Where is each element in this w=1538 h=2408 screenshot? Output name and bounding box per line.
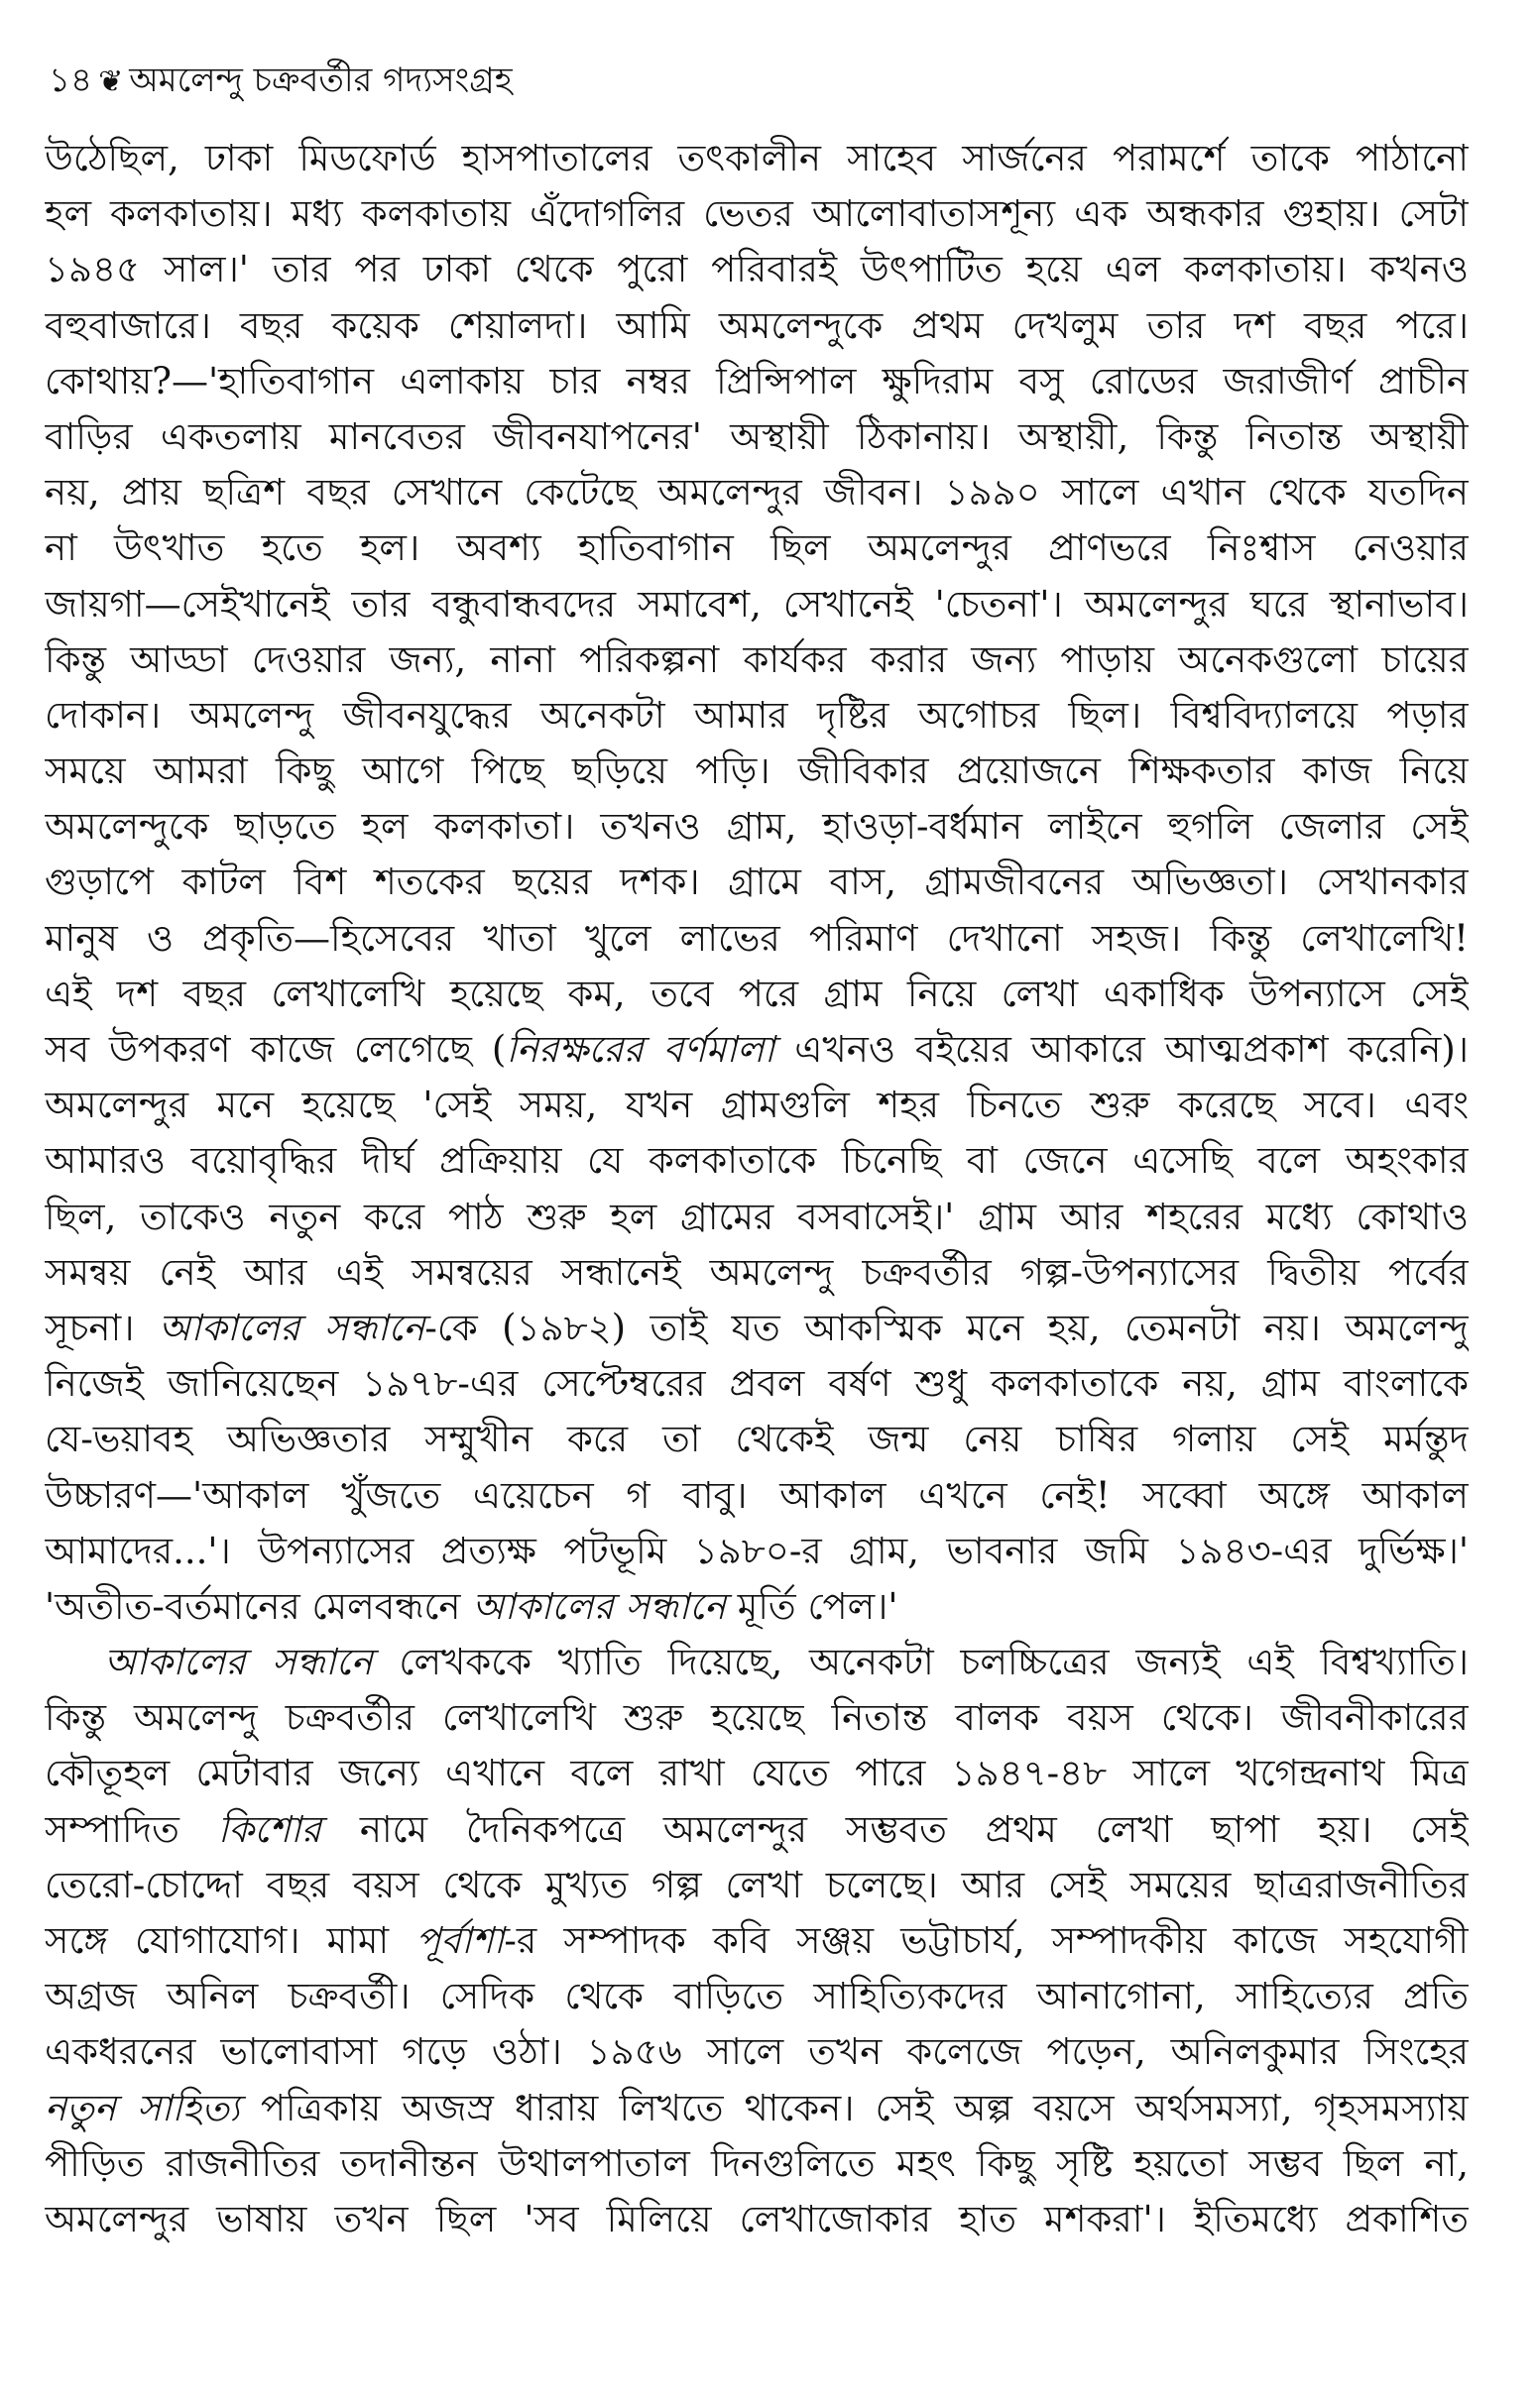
text-segment: উঠেছিল, ঢাকা মিডফোর্ড হাসপাতালের তৎকালীন সাহেব সার্জনের পরামর্শে তাকে পাঠানো	[45, 137, 1469, 179]
text-line	[45, 1690, 1469, 1746]
text-line	[45, 1858, 1469, 1913]
text-line	[45, 465, 1469, 520]
text-segment: সঙ্গে যোগাযোগ। মামা	[45, 1919, 416, 1962]
text-segment: হল কলকাতায়। মধ্য কলকাতায় এঁদোগলির ভেতর আলোবাতাসশূন্য এক অন্ধকার গুহায়। সেটা	[45, 192, 1469, 236]
text-line	[45, 577, 1469, 632]
text-line	[45, 855, 1469, 910]
text-segment: অগ্রজ অনিল চক্রবর্তী। সেদিক থেকে বাড়িতে সাহিত্যিকদের আনাগোনা, সাহিত্যের প্রতি	[45, 1975, 1469, 2018]
text-line	[45, 1190, 1469, 1245]
text-segment: সম্পাদিত	[45, 1807, 218, 1851]
text-line	[45, 2081, 1469, 2136]
text-segment: নিজেই জানিয়েছেন ১৯৭৮-এর সেপ্টেম্বরের প্রবল বর্ষণ শুধু কলকাতাকে নয়, গ্রাম বাংলাকে	[45, 1362, 1469, 1406]
text-line	[45, 1635, 1469, 1690]
text-line	[45, 1746, 1469, 1801]
text-segment: সময়ে আমরা কিছু আগে পিছে ছড়িয়ে পড়ি। জীবিকার প্রয়োজনে শিক্ষকতার কাজ নিয়ে	[45, 749, 1469, 793]
text-line	[45, 911, 1469, 967]
text-segment: অমলেন্দুর মনে হয়েছে 'সেই সময়, যখন গ্রামগুলি শহর চিনতে শুরু করেছে সবে। এবং	[45, 1084, 1469, 1127]
text-segment: বাড়ির একতলায় মানবেতর জীবনযাপনের' অস্থায়ী ঠিকানায়। অস্থায়ী, কিন্তু নিতান্ত অস্থায়ী	[45, 414, 1469, 458]
text-segment: সূচনা।	[45, 1306, 159, 1349]
text-line	[45, 354, 1469, 409]
text-segment: কোথায়?—'হাতিবাগান এলাকায় চার নম্বর প্রিন্সিপাল ক্ষুদিরাম বসু রোডের জরাজীর্ণ প্রাচীন	[45, 359, 1469, 402]
text-segment: -র সম্পাদক কবি সঞ্জয় ভট্টাচার্য, সম্পাদকীয় কাজে সহযোগী	[504, 1919, 1469, 1962]
text-line	[45, 744, 1469, 799]
text-line	[45, 298, 1469, 354]
text-segment: উচ্চারণ—'আকাল খুঁজতে এয়েচেন গ বাবু। আকাল এখনে নেই! সব্বো অঙ্গে আকাল	[45, 1473, 1469, 1517]
text-line	[45, 2136, 1469, 2192]
text-segment: যে-ভয়াবহ অভিজ্ঞতার সম্মুখীন করে তা থেকেই জন্ম নেয় চাষির গলায় সেই মর্মন্তুদ	[45, 1418, 1469, 1461]
text-segment: মানুষ ও প্রকৃতি—হিসেবের খাতা খুলে লাভের পরিমাণ দেখানো সহজ। কিন্তু লেখালেখি!	[45, 916, 1469, 960]
text-segment: সমন্বয় নেই আর এই সমন্বয়ের সন্ধানেই অমলেন্দু চক্রবর্তীর গল্প-উপন্যাসের দ্বিতীয় পর্বের	[45, 1250, 1469, 1294]
text-segment: 'অতীত-বর্তমানের মেলবন্ধনে	[45, 1584, 473, 1628]
book-title: অমলেন্দু চক্রবর্তীর গদ্যসংগ্রহ	[129, 60, 513, 100]
running-head	[49, 57, 1469, 103]
text-line	[45, 2024, 1469, 2080]
text-line	[45, 1412, 1469, 1467]
text-line	[45, 967, 1469, 1022]
text-segment: একধরনের ভালোবাসা গড়ে ওঠা। ১৯৫৬ সালে তখন কলেজে পড়েন, অনিলকুমার সিংহের	[45, 2030, 1469, 2074]
text-line	[45, 131, 1469, 186]
text-line	[45, 632, 1469, 688]
text-segment: পীড়িত রাজনীতির তদানীন্তন উথালপাতাল দিনগুলিতে মহৎ কিছু সৃষ্টি হয়তো সম্ভব ছিল না,	[45, 2141, 1469, 2185]
text-line	[45, 1802, 1469, 1858]
text-segment: নয়, প্রায় ছত্রিশ বছর সেখানে কেটেছে অমলেন্দুর জীবন। ১৯৯০ সালে এখান থেকে যতদিন	[45, 471, 1469, 515]
text-segment: লেখককে খ্যাতি দিয়েছে, অনেকটা চলচ্চিত্রের জন্যই এই বিশ্বখ্যাতি।	[372, 1641, 1469, 1684]
text-line	[45, 1022, 1469, 1078]
italic-title-segment: আকালের সন্ধানে	[104, 1641, 373, 1684]
text-segment: ছিল, তাকেও নতুন করে পাঠ শুরু হল গ্রামের বসবাসেই।' গ্রাম আর শহরের মধ্যে কোথাও	[45, 1195, 1469, 1238]
text-segment: তেরো-চোদ্দো বছর বয়স থেকে মুখ্যত গল্প লেখা চলেছে। আর সেই সময়ের ছাত্ররাজনীতির	[45, 1863, 1469, 1906]
text-line	[45, 409, 1469, 465]
text-segment: বহুবাজারে। বছর কয়েক শেয়ালদা। আমি অমলেন্দুকে প্রথম দেখলুম তার দশ বছর পরে।	[45, 303, 1469, 347]
text-line	[45, 1133, 1469, 1189]
text-segment: গুড়াপে কাটল বিশ শতকের ছয়ের দশক। গ্রামে বাস, গ্রামজীবনের অভিজ্ঞতা। সেখানকার	[45, 860, 1469, 904]
text-segment: এই দশ বছর লেখালেখি হয়েছে কম, তবে পরে গ্রাম নিয়ে লেখা একাধিক উপন্যাসে সেই	[45, 972, 1469, 1015]
text-segment: সব উপকরণ কাজে লেগেছে (	[45, 1028, 507, 1071]
text-line	[45, 242, 1469, 297]
text-segment: মূর্তি পেল।'	[726, 1584, 898, 1628]
text-segment: না উৎখাত হতে হল। অবশ্য হাতিবাগান ছিল অমলেন্দুর প্রাণভরে নিঃশ্বাস নেওয়ার	[45, 526, 1469, 570]
text-segment: আমারও বয়োবৃদ্ধির দীর্ঘ প্রক্রিয়ায় যে কলকাতাকে চিনেছি বা জেনে এসেছি বলে অহংকার	[45, 1139, 1469, 1183]
text-line	[45, 1245, 1469, 1301]
text-segment: অমলেন্দুর ভাষায় তখন ছিল 'সব মিলিয়ে লেখাজোকার হাত মশকরা'। ইতিমধ্যে প্রকাশিত	[45, 2197, 1469, 2240]
text-line	[45, 1969, 1469, 2024]
italic-title-segment: পূর্বাশা	[415, 1919, 505, 1962]
text-segment: -কে (১৯৮২) তাই যত আকস্মিক মনে হয়, তেমনটা নয়। অমলেন্দু	[424, 1306, 1469, 1349]
italic-title-segment: নতুন সাহিত্য	[45, 2086, 240, 2129]
italic-title-segment: কিশোর	[217, 1807, 321, 1851]
text-segment: জায়গা—সেইখানেই তার বন্ধুবান্ধবদের সমাবেশ, সেখানেই 'চেতনা'। অমলেন্দুর ঘরে স্থানাভাব।	[45, 582, 1469, 626]
italic-title-segment: আকালের সন্ধানে	[472, 1584, 727, 1628]
text-line	[45, 1356, 1469, 1412]
text-segment: কিন্তু অমলেন্দু চক্রবর্তীর লেখালেখি শুরু হয়েছে নিতান্ত বালক বয়স থেকে। জীবনীকারের	[45, 1696, 1469, 1740]
text-segment: অমলেন্দুকে ছাড়তে হল কলকাতা। তখনও গ্রাম, হাওড়া-বর্ধমান লাইনে হুগলি জেলার সেই	[45, 805, 1469, 849]
text-line	[45, 1301, 1469, 1356]
text-segment: পত্রিকায় অজস্র ধারায় লিখতে থাকেন। সেই অল্প বয়সে অর্থসমস্যা, গৃহসমস্যায়	[239, 2086, 1469, 2129]
text-line	[45, 1579, 1469, 1635]
text-segment: আমাদের...'। উপন্যাসের প্রত্যক্ষ পটভূমি ১৯৮০-র গ্রাম, ভাবনার জমি ১৯৪৩-এর দুর্ভিক্ষ।'	[45, 1529, 1469, 1572]
text-line	[45, 1524, 1469, 1579]
text-segment: কিন্তু আড্ডা দেওয়ার জন্য, নানা পরিকল্পনা কার্যকর করার জন্য পাড়ায় অনেকগুলো চায়ের	[45, 637, 1469, 681]
page-number: ১৪	[49, 60, 93, 100]
text-segment: দোকান। অমলেন্দু জীবনযুদ্ধের অনেকটা আমার দৃষ্টির অগোচর ছিল। বিশ্ববিদ্যালয়ে পড়ার	[45, 693, 1469, 737]
text-segment: কৌতূহল মেটাবার জন্যে এখানে বলে রাখা যেতে পারে ১৯৪৭-৪৮ সালে খগেন্দ্রনাথ মিত্র	[45, 1752, 1469, 1795]
text-line	[45, 186, 1469, 242]
text-line	[45, 2192, 1469, 2247]
italic-title-segment: আকালের সন্ধানে	[158, 1306, 425, 1349]
italic-title-segment: নিরক্ষরের বর্ণমালা	[506, 1028, 775, 1071]
text-line	[45, 1078, 1469, 1133]
text-line	[45, 520, 1469, 576]
text-segment: এখনও বইয়ের আকারে আত্মপ্রকাশ করেনি)।	[774, 1028, 1469, 1071]
text-line	[45, 1468, 1469, 1524]
text-line	[45, 1913, 1469, 1969]
text-line	[45, 799, 1469, 855]
text-segment: ১৯৪৫ সাল।' তার পর ঢাকা থেকে পুরো পরিবারই উৎপাটিত হয়ে এল কলকাতায়। কখনও	[45, 248, 1469, 291]
body-text	[45, 131, 1469, 2247]
text-line	[45, 688, 1469, 744]
text-segment: নামে দৈনিকপত্রে অমলেন্দুর সম্ভবত প্রথম লেখা ছাপা হয়। সেই	[321, 1807, 1469, 1851]
ornament-separator-icon: ❦	[98, 64, 124, 99]
